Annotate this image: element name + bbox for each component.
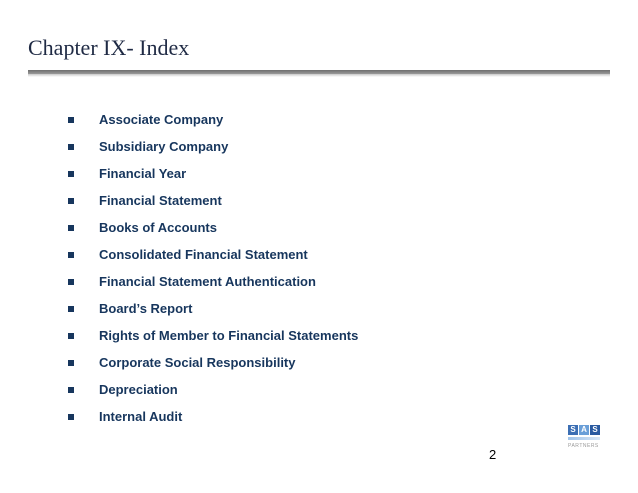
- list-item-label: Consolidated Financial Statement: [99, 247, 308, 262]
- square-bullet-icon: [68, 144, 74, 150]
- square-bullet-icon: [68, 387, 74, 393]
- logo-stripe: [568, 437, 600, 440]
- page-number: 2: [489, 447, 497, 462]
- list-item: [68, 241, 358, 268]
- list-item: [68, 295, 358, 322]
- list-item-label: Subsidiary Company: [99, 139, 229, 154]
- list-item-label: Depreciation: [99, 382, 178, 397]
- list-item-label: Internal Audit: [99, 409, 183, 424]
- index-list: [68, 106, 358, 430]
- logo-letter: S: [568, 425, 578, 435]
- list-item: [68, 349, 358, 376]
- square-bullet-icon: [68, 306, 74, 312]
- sas-partners-logo: [568, 425, 610, 465]
- list-item: [68, 133, 358, 160]
- square-bullet-icon: [68, 252, 74, 258]
- list-item: [68, 268, 358, 295]
- logo-letter: A: [579, 425, 589, 435]
- list-item: [68, 160, 358, 187]
- square-bullet-icon: [68, 198, 74, 204]
- list-item-label: Financial Year: [99, 166, 187, 181]
- list-item-label: Financial Statement: [99, 193, 222, 208]
- square-bullet-icon: [68, 333, 74, 339]
- list-item-label: Corporate Social Responsibility: [99, 355, 296, 370]
- logo-letter-blocks: [568, 425, 610, 435]
- list-item-label: Financial Statement Authentication: [99, 274, 316, 289]
- list-item: [68, 403, 358, 430]
- logo-letter: S: [590, 425, 600, 435]
- list-item-label: Rights of Member to Financial Statements: [99, 328, 359, 343]
- list-item-label: Books of Accounts: [99, 220, 217, 235]
- slide-title: Chapter IX- Index: [28, 35, 190, 60]
- list-item-label: Associate Company: [99, 112, 224, 127]
- logo-tagline: PARTNERS: [568, 443, 599, 449]
- square-bullet-icon: [68, 414, 74, 420]
- list-item: [68, 187, 358, 214]
- list-item-label: Board’s Report: [99, 301, 193, 316]
- list-item: [68, 376, 358, 403]
- square-bullet-icon: [68, 225, 74, 231]
- square-bullet-icon: [68, 117, 74, 123]
- square-bullet-icon: [68, 279, 74, 285]
- list-item: [68, 214, 358, 241]
- list-item: [68, 106, 358, 133]
- title-divider-shadow: [28, 74, 610, 77]
- square-bullet-icon: [68, 171, 74, 177]
- square-bullet-icon: [68, 360, 74, 366]
- list-item: [68, 322, 358, 349]
